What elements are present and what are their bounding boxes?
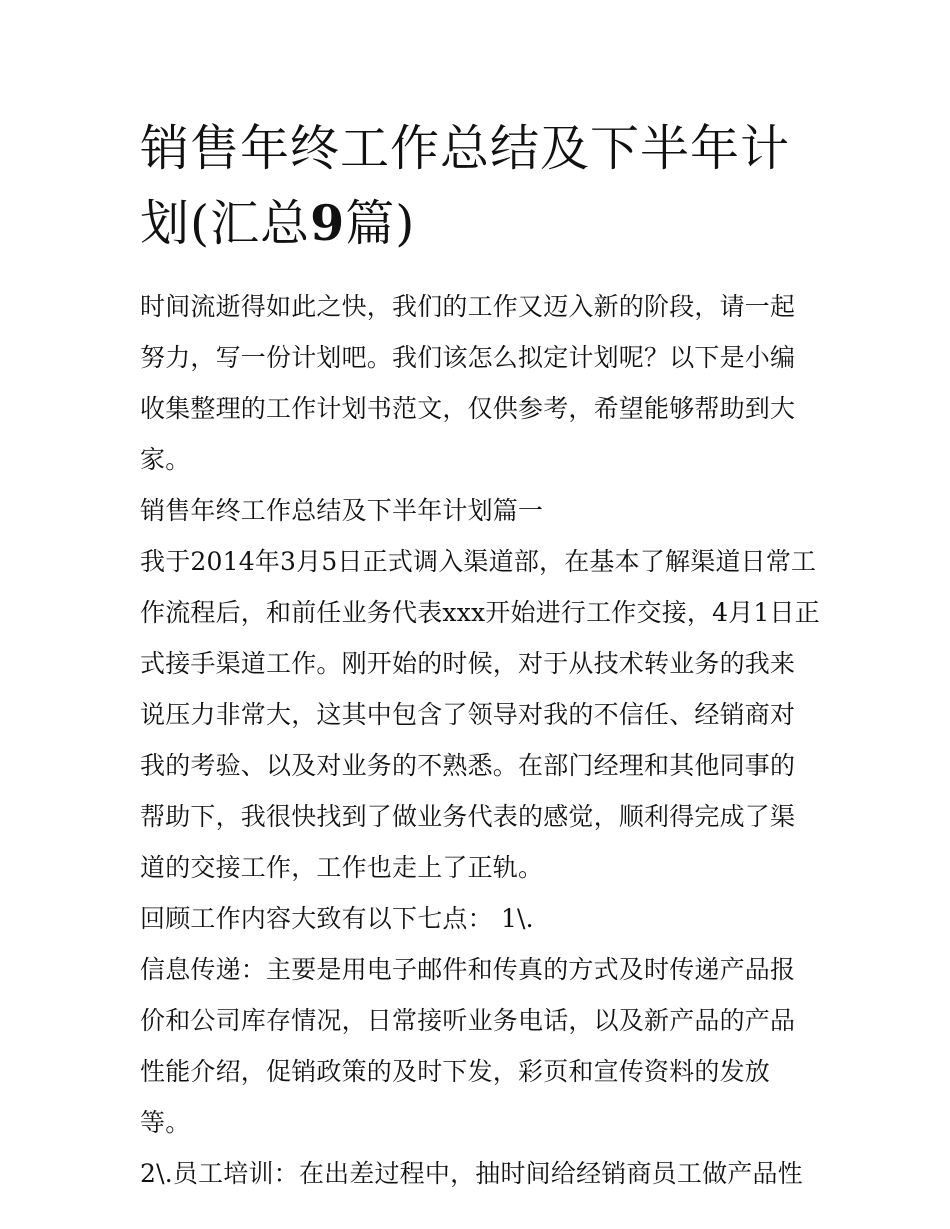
- section-heading: 销售年终工作总结及下半年计划篇一: [140, 496, 544, 525]
- staff-training-paragraph: 2\.员工培训：在出差过程中，抽时间给经销商员工做产品性: [140, 1159, 803, 1188]
- review-intro-paragraph: 回顾工作内容大致有以下七点： 1\.: [140, 904, 534, 933]
- document-body: [140, 281, 820, 1199]
- info-delivery-paragraph: 信息传递：主要是用电子邮件和传真的方式及时传递产品报价和公司库存情况，日常接听业务电话，以及新产品的产品性能介绍，促销政策的及时下发，彩页和宣传资料的发放等。: [140, 955, 796, 1137]
- body-paragraph: 我于2014年3月5日正式调入渠道部，在基本了解渠道日常工作流程后，和前任业务代表xxx开始进行工作交接，4月1日正式接手渠道工作。刚开始的时候，对于从技术转业务的我来说压力非常大，这其中包含了领导对我的不信任、经销商对我的考验、以及对业务的不熟悉。在部门经理和其他同事的帮助下，我很快找到了做业务代表的感觉，顺利得完成了渠道的交接工作，工作也走上了正轨。: [140, 547, 820, 882]
- intro-paragraph: 时间流逝得如此之快，我们的工作又迈入新的阶段，请一起努力，写一份计划吧。我们该怎么拟定计划呢？以下是小编收集整理的工作计划书范文，仅供参考，希望能够帮助到大家。: [140, 292, 796, 474]
- document-title: 销售年终工作总结及下半年计划(汇总9篇): [140, 120, 791, 252]
- title-number: 9: [310, 194, 346, 252]
